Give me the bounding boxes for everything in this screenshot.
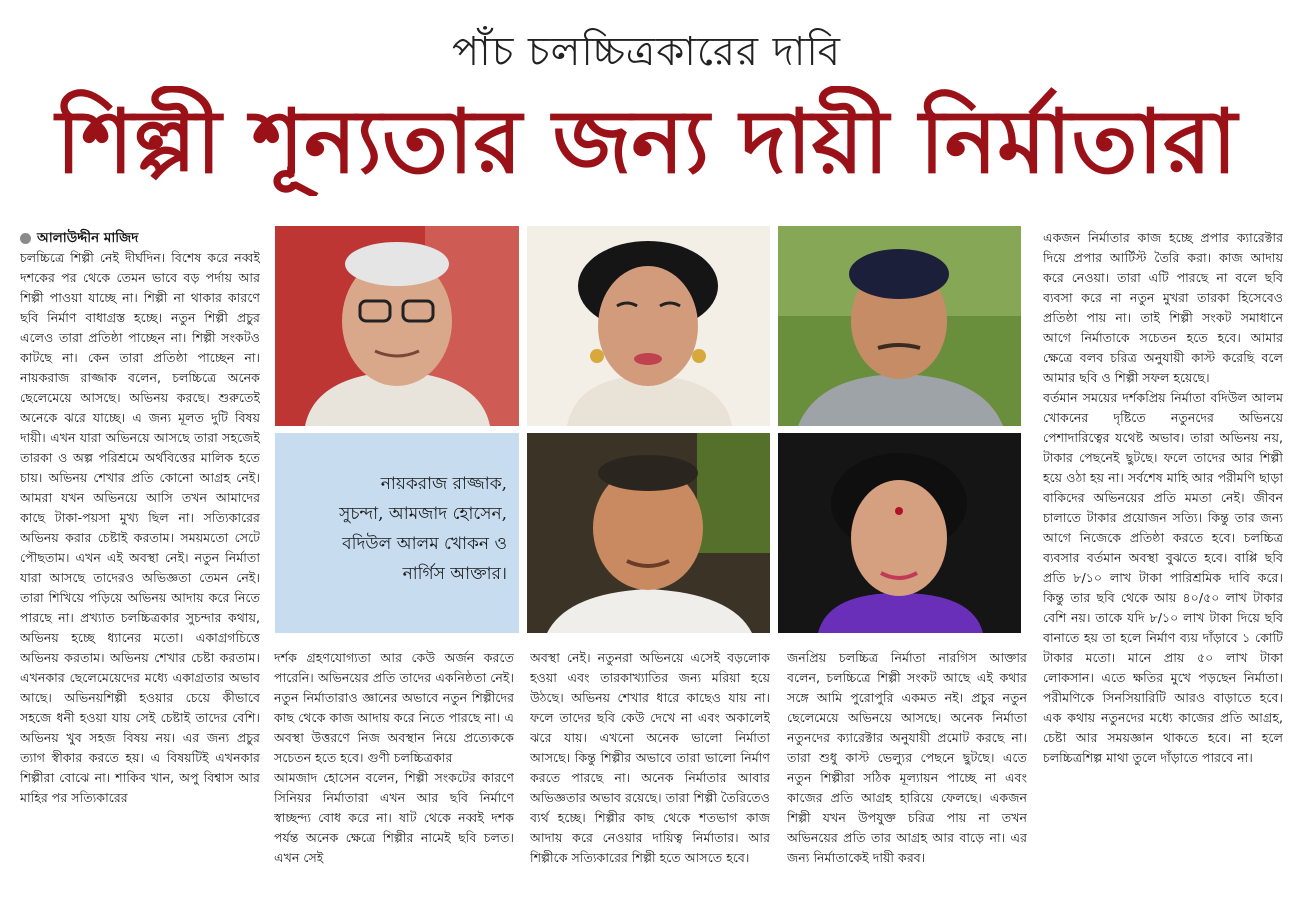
photo-suchanda: [527, 226, 770, 426]
paragraph: বর্তমান সময়ের দর্শকপ্রিয় নির্মাতা বদিউল আলম খোকনের দৃষ্টিতে নতুনদের অভিনয়ে পেশাদারিত্বের যথেষ্ট অভাব। তারা অভিনয় নয়, টাকার পেছনেই ছুটছে। ফলে তাদের আর শিল্পী হয়ে ওঠা হয় না। সর্বশেষ মাহি আর পরীমণি ছাড়া বাকিদের অভিনয়ের প্রতি মমতা নেই। জীবন চালাতে টাকার প্রয়োজন সত্যি। কিন্তু তার জন্য আগে নিজেকে প্রতিষ্ঠা করতে হবে। চলচ্চিত্র ব্যবসার বর্তমান অবস্থা বুঝতে হবে। বাপ্পি ছবি প্রতি ৮/১০ লাখ টাকা পারিশ্রমিক দাবি করে। কিন্তু তার ছবি থেকে আয় ৪০/৫০ লাখ টাকার বেশি নয়। তাকে যদি ৮/১০ লাখ টাকা দিয়ে ছবি বানাতে হয় তা হলে নির্মাণ ব্যয় দাঁড়াবে ১ কোটি টাকার মতো। মানে প্রায় ৫০ লাখ টাকা লোকসান। এতে ক্ষতির মুখে পড়ছেন নির্মাতা। পরীমণিকে সিনসিয়ারিটি আরও বাড়াতে হবে। এক কথায় নতুনদের মধ্যে কাজের প্রতি আগ্রহ, চেষ্টা আর সময়জ্ঞান থাকতে হবে। না হলে চলচ্চিত্রশিল্প মাথা তুলে দাঁড়াতে পারবে না।: [1043, 390, 1283, 765]
paragraph: দর্শক গ্রহণযোগ্যতা আর কেউ অর্জন করতে পারেনি। অভিনয়ের প্রতি তাদের একনিষ্ঠতা নেই। নতুন নির্মাতারাও জ্ঞানের অভাবে নতুন শিল্পীদের কাছ থেকে কাজ আদায় করে নিতে পারছে না। এ অবস্থা উত্তরণে নিজ অবস্থান নিয়ে প্রত্যেককে সচেতন হতে হবে। গুণী চলচ্চিত্রকার: [274, 650, 514, 765]
photo-amjad: [778, 226, 1021, 426]
article-column-1: [20, 228, 260, 898]
author-name: আলাউদ্দীন মাজিদ: [37, 230, 139, 246]
paragraph: আমজাদ হোসেন বলেন, শিল্পী সংকটের কারণে সিনিয়র নির্মাতারা এখন আর ছবি নির্মাণে স্বাচ্ছন্দ্য বোধ করে না। ষাট থেকে নব্বই দশক পর্যন্ত অনেক ক্ষেত্রে শিল্পীর নামেই ছবি চলত। এখন সেই: [274, 770, 514, 865]
paragraph: চলচ্চিত্রে শিল্পী নেই দীর্ঘদিন। বিশেষ করে নব্বই দশকের পর থেকে তেমন ভাবে বড় পর্দায় আর শিল্পী পাওয়া যাচ্ছে না। শিল্পী না থাকার কারণে ছবি নির্মাণ বাধাগ্রস্ত হচ্ছে। নতুন শিল্পী প্রচুর এলেও তারা প্রতিষ্ঠা পাচ্ছেন না। শিল্পী সংকটও কাটছে না। কেন তারা প্রতিষ্ঠা পাচ্ছেন না। নায়করাজ রাজ্জাক বলেন, চলচ্চিত্রে অনেক ছেলেমেয়ে আসছে। অভিনয় করছে। শুরুতেই অনেকে ঝরে যাচ্ছে। এ জন্য মূলত দুটি বিষয় দায়ী। এখন যারা অভিনয়ে আসছে তারা সহজেই তারকা ও অল্প পরিশ্রমে অর্থবিত্তের মালিক হতে চায়। অভিনয় শেখার প্রতি কোনো আগ্রহ নেই। আমরা যখন অভিনয়ে আসি তখন আমাদের কাছে টাকা-পয়সা মুখ্য ছিল না। সত্যিকারের অভিনয় করার চেষ্টাই করতাম। সময়মতো সেটে পৌছতাম। এখন এই অবস্থা নেই। নতুন নির্মাতা যারা আসছে তাদেরও অভিজ্ঞতা তেমন নেই। তারা শিখিয়ে পড়িয়ে অভিনয় আদায় করে নিতে পারছে না। প্রখ্যাত চলচ্চিত্রকার সুচন্দার কথায়, অভিনয় হচ্ছে ধ্যানের মতো। একাগ্রগচিত্তে অভিনয় করতাম। অভিনয় শেখার চেষ্টা করতাম। এখনকার ছেলেমেয়েদের মধ্যে একাগ্রতার অভাব আছে। অভিনয়শিল্পী হওয়ার চেয়ে কীভাবে সহজে ধনী হওয়া যায় সেই চেষ্টাই তাদের বেশি। অভিনয় খুব সহজ বিষয় নয়। এর জন্য প্রচুর ত্যাগ স্বীকার করতে হয়। এ বিষয়টিই এখনকার শিল্পীরা বোঝে না। শাকিব খান, অপু বিশ্বাস আর মাহির পর সত্যিকারের: [20, 250, 260, 805]
byline: [20, 228, 260, 248]
article-column-2: [274, 648, 514, 898]
article-column-4: [787, 648, 1027, 898]
kicker-heading: পাঁচ চলচ্চিত্রকারের দাবি: [451, 29, 842, 75]
bullet-icon: [20, 233, 31, 244]
article-column-3: [530, 648, 770, 898]
caption-line: বদিউল আলম খোকন ও: [342, 534, 507, 554]
article-column-5: [1043, 228, 1283, 898]
photo-badiul: [527, 433, 770, 633]
paragraph: অবস্থা নেই। নতুনরা অভিনয়ে এসেই বড়লোক হওয়া এবং তারকাখ্যাতির জন্য মরিয়া হয়ে উঠছে। অভিনয় শেখার ধারে কাছেও যায় না। ফলে তাদের ছবি কেউ দেখে না এবং অকালেই ঝরে যায়। এখনো অনেক ভালো নির্মাতা আসছে। কিন্তু শিল্পীর অভাবে তারা ভালো নির্মাণ করতে পারছে না। অনেক নির্মাতার আবার অভিজ্ঞতার অভাব রয়েছে। তারা শিল্পী তৈরিতেও ব্যর্থ হচ্ছে। শিল্পীর কাছ থেকে শতভাগ কাজ আদায় করে নেওয়ার দায়িত্ব নির্মাতার। আর শিল্পীকে সত্যিকারের শিল্পী হতে আসতে হবে।: [530, 650, 770, 865]
paragraph: একজন নির্মাতার কাজ হচ্ছে প্রপার ক্যারেক্টার দিয়ে প্রপার আর্টিস্ট তৈরি করা। কাজ আদায় করে নেওয়া। তারা এটি পারছে না বলে ছবি ব্যবসা করে না নতুন মুখরা তারকা হিসেবেও প্রতিষ্ঠা পায় না। তাই শিল্পী সংকট সমাধানে আগে নির্মাতাকে সচেতন হতে হবে। আমার ক্ষেত্রে বলব চরিত্র অনুযায়ী কাস্ট করেছি বলে আমার ছবি ও শিল্পী সফল হয়েছে।: [1043, 230, 1283, 385]
caption-line: নায়করাজ রাজ্জাক,: [380, 474, 507, 494]
photo-caption: [275, 433, 519, 633]
caption-line: নার্গিস আক্তার।: [402, 564, 507, 584]
photo-razzak: [275, 226, 519, 426]
paragraph: জনপ্রিয় চলচ্চিত্র নির্মাতা নারগিস আক্তার বলেন, চলচ্চিত্রে শিল্পী সংকট আছে এই কথার সঙ্গে আমি পুরোপুরি একমত নই। প্রচুর নতুন ছেলেমেয়ে অভিনয়ে আসছে। অনেক নির্মাতা নতুনদের ক্যারেক্টার অনুযায়ী প্রমোট করছে না। তারা শুধু কাস্ট ভেল্যুর পেছনে ছুটছে। এতে নতুন শিল্পীরা সঠিক মূল্যায়ন পাচ্ছে না এবং কাজের প্রতি আগ্রহ হারিয়ে ফেলছে। একজন শিল্পী যখন উপযুক্ত চরিত্র পায় না তখন অভিনয়ের প্রতি তার আগ্রহ আর বাড়ে না। এর জন্য নির্মাতাকেই দায়ী করব।: [787, 650, 1027, 865]
main-headline: শিল্পী শূন্যতার জন্য দায়ী নির্মাতারা: [56, 89, 1237, 193]
caption-line: সুচন্দা, আমজাদ হোসেন,: [339, 504, 507, 524]
photo-nargis: [778, 433, 1021, 633]
